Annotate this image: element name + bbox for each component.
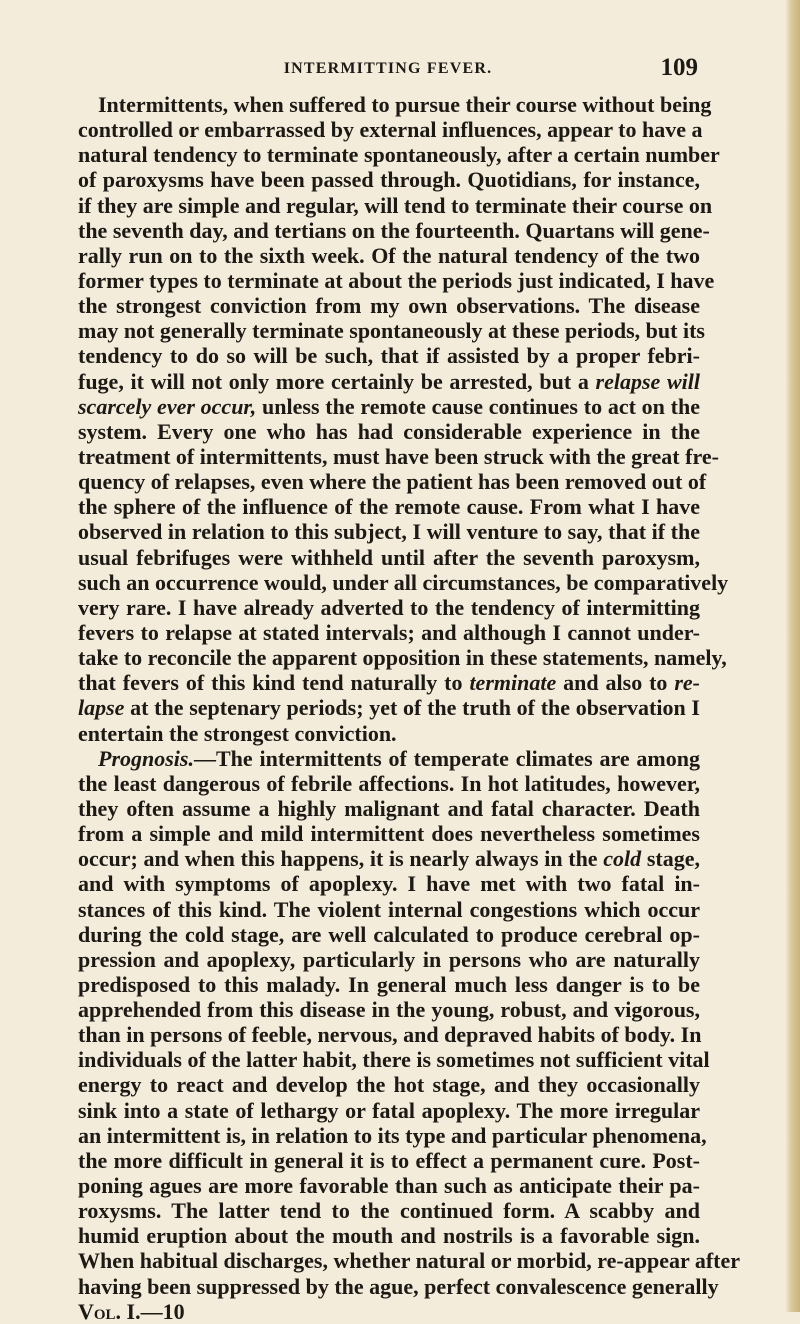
text-line: energy to react and develop the hot stage, and they occasionally: [78, 1072, 700, 1098]
text-line: the strongest conviction from my own observations. The disease: [78, 293, 700, 319]
text-line: an intermittent is, in relation to its type and particular phenomena,: [78, 1122, 707, 1148]
page-number: 109: [660, 54, 698, 81]
running-head: INTERMITTING FEVER.: [283, 60, 493, 77]
text-line: observed in relation to this subject, I will venture to say, that if the: [78, 519, 700, 545]
text-line: from a simple and mild intermittent does nevertheless sometimes: [78, 821, 700, 847]
text-line: Intermittents, when suffered to pursue their course without being: [98, 92, 712, 117]
page-edge: [786, 0, 800, 1312]
text-line: the more difficult in general it is to effect a permanent cure. Post-: [78, 1147, 700, 1173]
text-line: usual febrifuges were withheld until after the seventh paroxysm,: [78, 544, 700, 570]
text-line: very rare. I have already adverted to the tendency of intermitting: [78, 594, 700, 620]
text-line: such an occurrence would, under all circumstances, be comparatively: [78, 569, 729, 595]
text-line: may not generally terminate spontaneously at these periods, but its: [78, 318, 705, 344]
text-line: during the cold stage, are well calculated to produce cerebral op-: [78, 921, 700, 947]
text-line: the least dangerous of febrile affections. In hot latitudes, however,: [78, 770, 700, 796]
text-line: than in persons of feeble, nervous, and depraved habits of body. In: [78, 1022, 702, 1048]
text-line: stances of this kind. The violent internal congestions which occur: [78, 896, 700, 922]
text-line: roxysms. The latter tend to the continued form. A scabby and: [78, 1198, 700, 1224]
text-line: that fevers of this kind tend naturally to terminate and also to re-: [78, 670, 700, 696]
text-line: sink into a state of lethargy or fatal apoplexy. The more irregular: [78, 1097, 700, 1123]
page-header: [78, 54, 698, 84]
body-text: [78, 92, 741, 1324]
text-line: take to reconcile the apparent opposition in these statements, namely,: [78, 645, 727, 671]
text-line: if they are simple and regular, will tend to terminate their course on: [78, 192, 713, 218]
text-line: pression and apoplexy, particularly in persons who are naturally: [78, 946, 700, 972]
text-line: fuge, it will not only more certainly be arrested, but a relapse will: [78, 368, 700, 394]
text-line: tendency to do so will be such, that if assisted by a proper febri-: [78, 343, 700, 369]
text-line: humid eruption about the mouth and nostrils is a favorable sign.: [78, 1223, 700, 1249]
text-line: lapse at the septenary periods; yet of the truth of the observation I: [78, 695, 700, 721]
text-line: entertain the strongest conviction.: [78, 720, 397, 746]
text-line: natural tendency to terminate spontaneously, after a certain number: [78, 142, 720, 168]
text-line: controlled or embarrassed by external influences, appear to have a: [78, 117, 703, 143]
signature-mark: Vol. I.—10: [78, 1298, 185, 1324]
text-line: predisposed to this malady. In general much less danger is to be: [78, 971, 700, 997]
text-line: treatment of intermittents, must have been struck with the great fre-: [78, 443, 719, 469]
text-line: fevers to relapse at stated intervals; and although I cannot under-: [78, 619, 700, 645]
text-line: When habitual discharges, whether natural or morbid, re-appear after: [78, 1248, 741, 1274]
text-line: system. Every one who has had considerable experience in the: [78, 418, 700, 444]
text-line: poning agues are more favorable than such as anticipate their pa-: [78, 1173, 700, 1199]
text-line: the sphere of the influence of the remote cause. From what I have: [78, 494, 700, 520]
text-line: Prognosis.—The intermittents of temperate climates are among: [98, 745, 700, 771]
text-line: scarcely ever occur, unless the remote cause continues to act on the: [78, 393, 700, 419]
text-line: they often assume a highly malignant and fatal character. Death: [78, 795, 700, 821]
text-line: occur; and when this happens, it is nearly always in the cold stage,: [78, 846, 700, 872]
text-line: apprehended from this disease in the young, robust, and vigorous,: [78, 997, 700, 1023]
text-line: and with symptoms of apoplexy. I have met with two fatal in-: [78, 871, 700, 897]
text-line: of paroxysms have been passed through. Quotidians, for instance,: [78, 167, 700, 193]
text-line: quency of relapses, even where the patient has been removed out of: [78, 469, 707, 495]
text-line: having been suppressed by the ague, perfect convalescence generally: [78, 1273, 719, 1299]
text-line: the seventh day, and tertians on the fourteenth. Quartans will gene-: [78, 217, 710, 243]
text-line: individuals of the latter habit, there is sometimes not sufficient vital: [78, 1047, 710, 1073]
text-line: former types to terminate at about the periods just indicated, I have: [78, 267, 715, 293]
text-line: rally run on to the sixth week. Of the natural tendency of the two: [78, 242, 700, 268]
